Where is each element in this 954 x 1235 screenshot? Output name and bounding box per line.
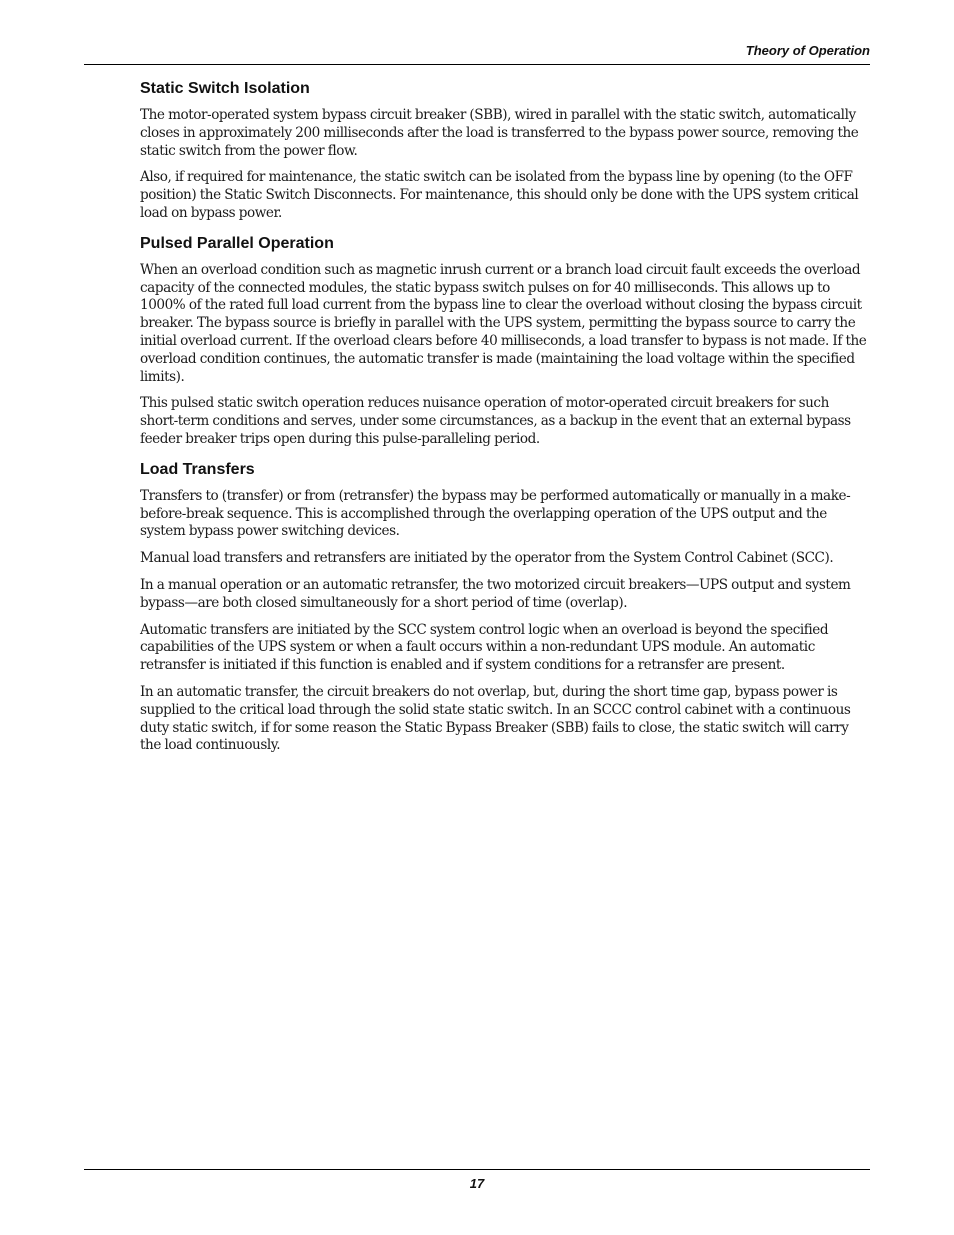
section-static-switch-isolation bbox=[140, 79, 870, 223]
paragraph: The motor-operated system bypass circuit breaker (SBB), wired in parallel with the static switch, automatically closes in approximately 200 milliseconds after the load is transferred to the bypass power source, removing the static switch from the power flow. bbox=[140, 107, 859, 159]
paragraph: In an automatic transfer, the circuit breakers do not overlap, but, during the short time gap, bypass power is supplied to the critical load through the solid state static switch. In an SCCC control cabinet with a continuous duty static switch, if for some reason the Static Bypass Breaker (SBB) fails to close, the static switch will carry the load continuously. bbox=[140, 683, 851, 754]
paragraph: Transfers to (transfer) or from (retransfer) the bypass may be performed automatically or manually in a make-before-break sequence. This is accomplished through the overlapping operation of the UPS output and the system bypass power switching devices. bbox=[140, 487, 851, 540]
paragraph: This pulsed static switch operation reduces nuisance operation of motor-operated circuit breakers for such short-term conditions and serves, under some circumstances, as a backup in the event that an external bypass feeder breaker trips open during this pulse-paralleling period. bbox=[140, 395, 851, 447]
page-number: 17 bbox=[469, 1176, 485, 1191]
running-header-title: Theory of Operation bbox=[745, 43, 870, 58]
section-heading: Pulsed Parallel Operation bbox=[140, 234, 334, 252]
page-body bbox=[140, 79, 870, 764]
running-header bbox=[84, 42, 870, 65]
paragraph: When an overload condition such as magnetic inrush current or a branch load circuit fault exceeds the overload capacity of the connected modules, the static bypass switch pulses on for 40 milliseconds. This allows up to 1000% of the rated full load current from the bypass line to clear the overload without closing the bypass circuit breaker. The bypass source is briefly in parallel with the UPS system, permitting the bypass source to carry the initial overload current. If the overload clears before 40 milliseconds, a load transfer to bypass is not made. If the overload condition continues, the automatic transfer is made (maintaining the load voltage within the specified limits). bbox=[140, 261, 867, 385]
running-footer bbox=[84, 1169, 870, 1191]
section-heading: Load Transfers bbox=[140, 460, 255, 478]
section-pulsed-parallel-operation bbox=[140, 234, 870, 449]
paragraph: In a manual operation or an automatic retransfer, the two motorized circuit breakers—UPS output and system bypass—are both closed simultaneously for a short period of time (overlap). bbox=[140, 576, 851, 611]
paragraph: Manual load transfers and retransfers are initiated by the operator from the System Control Cabinet (SCC). bbox=[140, 550, 834, 567]
section-heading: Static Switch Isolation bbox=[140, 80, 310, 97]
paragraph: Automatic transfers are initiated by the SCC system control logic when an overload is beyond the specified capabilities of the UPS system or when a fault occurs within a non-redundant UPS module. An automatic retransfer is initiated if this function is enabled and if system conditions for a retransfer are present. bbox=[140, 621, 829, 674]
section-load-transfers bbox=[140, 460, 870, 755]
paragraph: Also, if required for maintenance, the static switch can be isolated from the bypass line by opening (to the OFF position) the Static Switch Disconnects. For maintenance, this should only be done with the UPS system critical load on bypass power. bbox=[140, 169, 859, 221]
